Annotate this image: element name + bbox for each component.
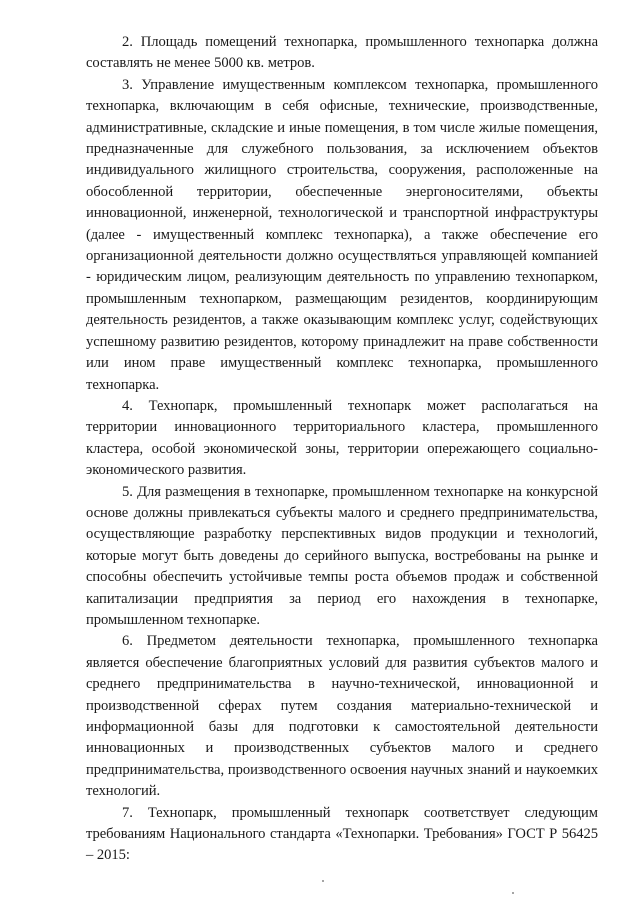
paragraph-7: 7. Технопарк, промышленный технопарк соответствует следующим требованиям Национального стандарта «Технопарки. Требования» ГОСТ Р 56425 – 2015:: [86, 804, 598, 864]
scan-speck: [512, 892, 514, 894]
paragraph-6: 6. Предметом деятельности технопарка, промышленного технопарка является обеспечение благоприятных условий для развития субъектов малого и среднего предпринимательства в научно-технической, инновационной и производственной сферах путем создания материально-технической и информационной базы для подготовки к самостоятельной деятельности инновационных и производственных субъектов малого и среднего предпринимательства, производственного освоения научных знаний и наукоемких технологий.: [86, 633, 598, 800]
paragraph-5: 5. Для размещения в технопарке, промышленном технопарке на конкурсной основе должны привлекаться субъекты малого и среднего предпринимательства, осуществляющие разработку перспективных видов продукции и технологий, которые могут быть доведены до серийного выпуска, востребованы на рынке и способны обеспечить устойчивые темпы роста объемов продаж и собственной капитализации предприятия за период его нахождения в технопарке, промышленном технопарке.: [86, 483, 598, 628]
document-page: [86, 32, 598, 867]
scan-speck: [322, 880, 324, 882]
paragraph-2: 2. Площадь помещений технопарка, промышленного технопарка должна составлять не менее 5000 кв. метров.: [86, 34, 598, 72]
paragraph-3: 3. Управление имущественным комплексом технопарка, промышленного технопарка, включающим в себя офисные, технические, производственные, административные, складские и иные помещения, в том числе жилые помещения, предназначенные для служебного пользования, за исключением объектов индивидуального жилищного строительства, сооружения, расположенные на обособленной территории, обеспеченные энергоносителями, объекты инновационной, инженерной, технологической и транспортной инфраструктуры (далее - имущественный комплекс технопарка), а также обеспечение его организационной деятельности должно осуществляться управляющей компанией - юридическим лицом, реализующим деятельность по управлению технопарком, промышленным технопарком, размещающим резидентов, координирующим деятельность резидентов, а также оказывающим комплекс услуг, содействующих успешному развитию резидентов, которому принадлежит на праве собственности или ином праве имущественный комплекс технопарка, промышленного технопарка.: [86, 76, 598, 393]
paragraph-4: 4. Технопарк, промышленный технопарк может располагаться на территории инновационного территориального кластера, промышленного кластера, особой экономической зоны, территории опережающего социально-экономического развития.: [86, 397, 598, 479]
